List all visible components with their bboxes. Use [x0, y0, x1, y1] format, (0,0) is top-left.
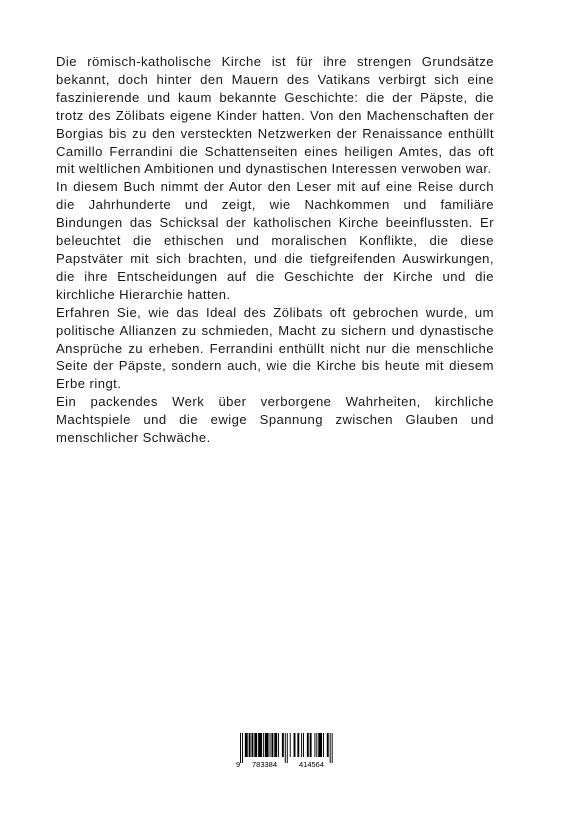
barcode-bar — [301, 733, 302, 757]
barcode-bar — [252, 733, 254, 757]
barcode-bar — [278, 733, 279, 757]
blurb-paragraph-1: Die römisch-katholische Kirche ist für ihre strengen Grundsätze bekannt, doch hinter den Mauern des Vatikans verbirgt sich eine faszinierende und kaum bekannte Geschichte: die der Päpste, die trotz des Zölibats eigene Kinder hatten. Von den Machenschaften der Borgias bis zu den versteckten Netzwerken der Renaissance enthüllt Camillo Ferrandini die Schattenseiten eines heiligen Amtes, das oft mit weltlichen Ambitionen und dynastischen Interessen verwoben war. — [56, 54, 494, 177]
barcode-bar — [318, 733, 322, 757]
barcode-bar — [327, 733, 329, 757]
barcode-bar — [316, 733, 317, 757]
barcode-bar — [290, 733, 291, 757]
barcode-left-group: 783384 — [252, 760, 278, 769]
blurb-paragraph-2: In diesem Buch nimmt der Autor den Leser mit auf eine Reise durch die Jahrhunderte und zeigt, wie Nachkommen und familiäre Bindungen das Schicksal der katholischen Kirche beeinflussten. Er beleuchtet die ethischen und moralischen Konflikte, die diese Papstväter mit sich brachten, und die tiefgreifenden Auswirkungen, die ihre Entscheidungen auf die Geschichte der Kirche und die kirchliche Hierarchie hatten. — [56, 179, 494, 302]
barcode-bar — [282, 733, 284, 757]
barcode-bar — [297, 733, 299, 757]
barcode-bar — [303, 733, 304, 757]
blurb-paragraph-4: Ein packendes Werk über verborgene Wahrheiten, kirchliche Machtspiele und die ewige Spannung zwischen Glauben und menschlicher Schwäche. — [56, 394, 494, 446]
barcode-bar — [265, 733, 269, 757]
barcode-first-digit: 9 — [236, 760, 241, 769]
isbn-barcode — [236, 733, 342, 771]
blurb-paragraph-3: Erfahren Sie, wie das Ideal des Zölibats oft gebrochen wurde, um politische Allianzen zu schmieden, Macht zu sichern und dynastische Ansprüche zu erheben. Ferrandini enthüllt nicht nur die menschliche Seite der Päpste, sondern auch, wie die Kirche bis heute mit diesem Erbe ringt. — [56, 304, 494, 392]
barcode-bar — [307, 733, 309, 757]
barcode-bar — [254, 733, 257, 757]
barcode-right-group: 414564 — [299, 760, 325, 769]
barcode-bar — [314, 733, 315, 757]
barcode-bar — [245, 733, 248, 757]
barcode-bar — [271, 733, 273, 757]
barcode-digits — [236, 759, 342, 771]
barcode-bar — [258, 733, 262, 757]
barcode-bar — [263, 733, 264, 757]
barcode-bar — [270, 733, 271, 757]
barcode-bar — [310, 733, 312, 757]
barcode-bar — [249, 733, 251, 757]
barcode-bar — [323, 733, 324, 757]
blurb-text — [56, 53, 494, 447]
barcode-bar — [274, 733, 277, 757]
barcode-bar — [294, 733, 296, 757]
